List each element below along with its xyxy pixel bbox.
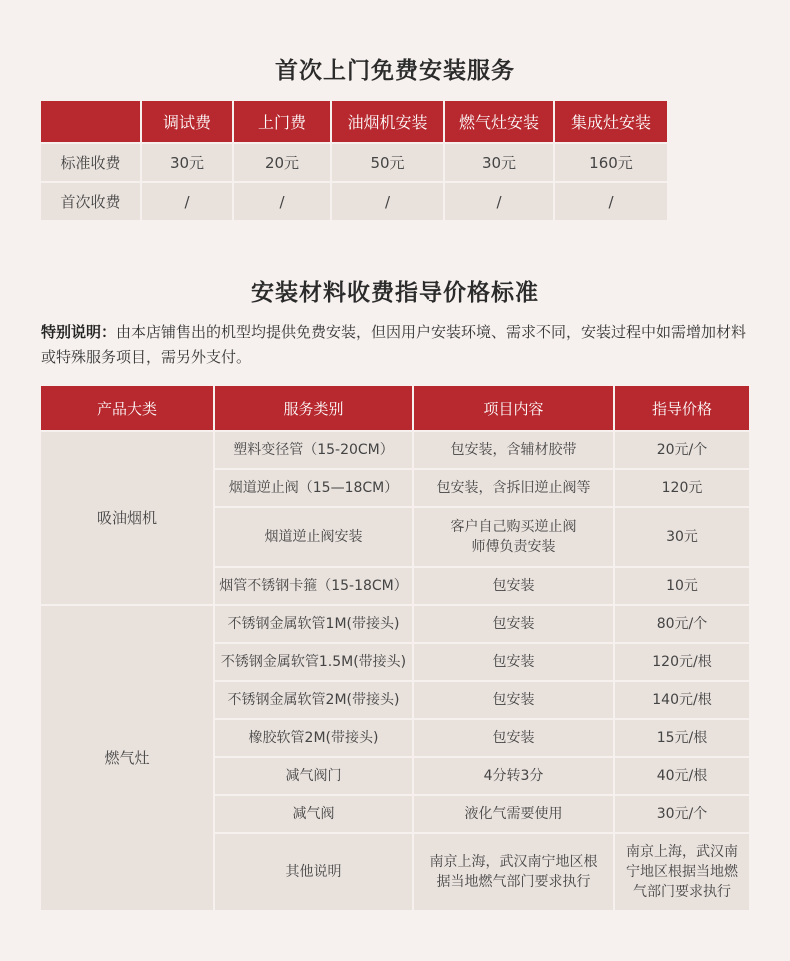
- fee-cell: 160元: [555, 144, 667, 183]
- service-cell: 减气阀: [215, 796, 414, 834]
- price-cell: 15元/根: [615, 720, 749, 758]
- fee-row-standard: [41, 144, 667, 183]
- material-fee-title: 安装材料收费指导价格标准: [251, 280, 539, 306]
- service-cell: 其他说明: [215, 834, 414, 912]
- service-cell: 不锈钢金属软管1.5M(带接头): [215, 644, 414, 682]
- service-cell: 减气阀门: [215, 758, 414, 796]
- price-cell: 120元: [615, 470, 749, 508]
- content-cell: 包安装: [414, 682, 615, 720]
- service-cell: 烟道逆止阀（15—18CM）: [215, 470, 414, 508]
- fee-header-row: [41, 101, 667, 144]
- fee-row-label: 首次收费: [41, 183, 142, 222]
- fee-header-hood: 油烟机安装: [332, 101, 445, 144]
- content-cell: 4分转3分: [414, 758, 615, 796]
- header-content: 项目内容: [414, 386, 615, 432]
- content-cell: 包安装: [414, 644, 615, 682]
- service-cell: 不锈钢金属软管2M(带接头): [215, 682, 414, 720]
- content-cell: 液化气需要使用: [414, 796, 615, 834]
- category-hood: 吸油烟机: [41, 432, 215, 606]
- price-cell: 20元/个: [615, 432, 749, 470]
- fee-cell: 30元: [445, 144, 555, 183]
- table-row: [41, 606, 749, 644]
- category-stove: 燃气灶: [41, 606, 215, 912]
- price-cell: 南京上海，武汉南宁地区根据当地燃气部门要求执行: [615, 834, 749, 912]
- content-cell: 南京上海，武汉南宁地区根据当地燃气部门要求执行: [414, 834, 615, 912]
- price-cell: 30元/个: [615, 796, 749, 834]
- fee-cell: /: [332, 183, 445, 222]
- header-price: 指导价格: [615, 386, 749, 432]
- content-cell: 包安装，含辅材胶带: [414, 432, 615, 470]
- special-note-label: 特别说明：: [41, 323, 117, 341]
- service-cell: 塑料变径管（15-20CM）: [215, 432, 414, 470]
- fee-header-visit: 上门费: [234, 101, 332, 144]
- price-cell: 120元/根: [615, 644, 749, 682]
- fee-cell: /: [445, 183, 555, 222]
- content-cell: 包安装: [414, 568, 615, 606]
- service-cell: 橡胶软管2M(带接头): [215, 720, 414, 758]
- price-cell: 40元/根: [615, 758, 749, 796]
- material-header-row: [41, 386, 749, 432]
- service-cell: 不锈钢金属软管1M(带接头): [215, 606, 414, 644]
- fee-header-blank: [41, 101, 142, 144]
- special-note: [41, 320, 751, 370]
- service-cell: 烟管不锈钢卡箍（15-18CM）: [215, 568, 414, 606]
- price-cell: 30元: [615, 508, 749, 568]
- material-fee-table: [41, 386, 749, 912]
- fee-row-label: 标准收费: [41, 144, 142, 183]
- content-cell: 包安装: [414, 606, 615, 644]
- content-cell: 包安装: [414, 720, 615, 758]
- fee-row-first: [41, 183, 667, 222]
- fee-cell: /: [142, 183, 234, 222]
- fee-header-integrated: 集成灶安装: [555, 101, 667, 144]
- fee-cell: /: [234, 183, 332, 222]
- fee-header-stove: 燃气灶安装: [445, 101, 555, 144]
- content-cell: 包安装，含拆旧逆止阀等: [414, 470, 615, 508]
- fee-cell: /: [555, 183, 667, 222]
- install-fee-table: [41, 101, 667, 222]
- price-cell: 140元/根: [615, 682, 749, 720]
- table-row: [41, 432, 749, 470]
- content-cell: 客户自己购买逆止阀 师傅负责安装: [414, 508, 615, 568]
- fee-cell: 30元: [142, 144, 234, 183]
- fee-cell: 20元: [234, 144, 332, 183]
- fee-header-debug: 调试费: [142, 101, 234, 144]
- header-service: 服务类别: [215, 386, 414, 432]
- price-cell: 10元: [615, 568, 749, 606]
- service-cell: 烟道逆止阀安装: [215, 508, 414, 568]
- header-category: 产品大类: [41, 386, 215, 432]
- special-note-text: 由本店铺售出的机型均提供免费安装，但因用户安装环境、需求不同，安装过程中如需增加材料或特殊服务项目，需另外支付。: [41, 323, 747, 366]
- install-service-title: 首次上门免费安装服务: [275, 58, 515, 84]
- fee-cell: 50元: [332, 144, 445, 183]
- price-cell: 80元/个: [615, 606, 749, 644]
